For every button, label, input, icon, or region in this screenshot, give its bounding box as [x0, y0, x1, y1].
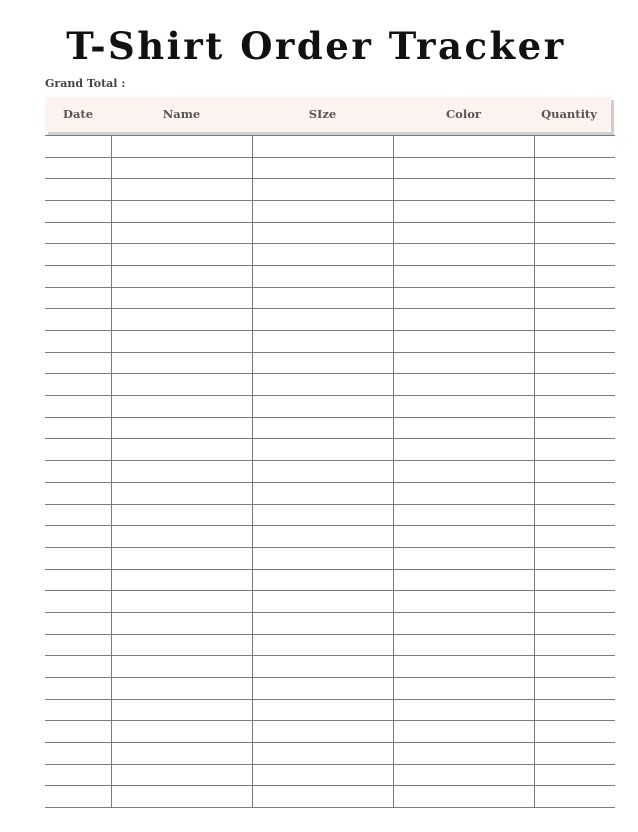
row-rule — [45, 590, 615, 591]
column-header-color: Color — [446, 107, 481, 121]
row-rule — [45, 352, 615, 353]
order-table-grid — [45, 135, 615, 807]
row-rule — [45, 222, 615, 223]
row-rule — [45, 569, 615, 570]
column-header-date: Date — [62, 107, 94, 121]
column-rule — [534, 135, 535, 807]
column-rule — [252, 135, 253, 807]
row-rule — [45, 395, 615, 396]
row-rule — [45, 135, 615, 136]
row-rule — [45, 634, 615, 635]
row-rule — [45, 200, 615, 201]
row-rule — [45, 742, 615, 743]
row-rule — [45, 178, 615, 179]
row-rule — [45, 699, 615, 700]
row-rule — [45, 330, 615, 331]
column-rule — [111, 135, 112, 807]
grand-total-label: Grand Total : — [45, 77, 126, 90]
column-header-size: SIze — [308, 107, 337, 121]
row-rule — [45, 785, 615, 786]
row-rule — [45, 655, 615, 656]
row-rule — [45, 612, 615, 613]
row-rule — [45, 438, 615, 439]
row-rule — [45, 308, 615, 309]
row-rule — [45, 677, 615, 678]
row-rule — [45, 482, 615, 483]
row-rule — [45, 157, 615, 158]
column-rule — [393, 135, 394, 807]
row-rule — [45, 287, 615, 288]
column-header-quantity: Quantity — [541, 107, 597, 121]
row-rule — [45, 460, 615, 461]
row-rule — [45, 373, 615, 374]
column-header-name: Name — [162, 107, 201, 121]
row-rule — [45, 807, 615, 808]
row-rule — [45, 243, 615, 244]
row-rule — [45, 547, 615, 548]
row-rule — [45, 417, 615, 418]
row-rule — [45, 265, 615, 266]
row-rule — [45, 504, 615, 505]
row-rule — [45, 720, 615, 721]
row-rule — [45, 525, 615, 526]
page-title: T-Shirt Order Tracker — [66, 24, 566, 68]
row-rule — [45, 764, 615, 765]
